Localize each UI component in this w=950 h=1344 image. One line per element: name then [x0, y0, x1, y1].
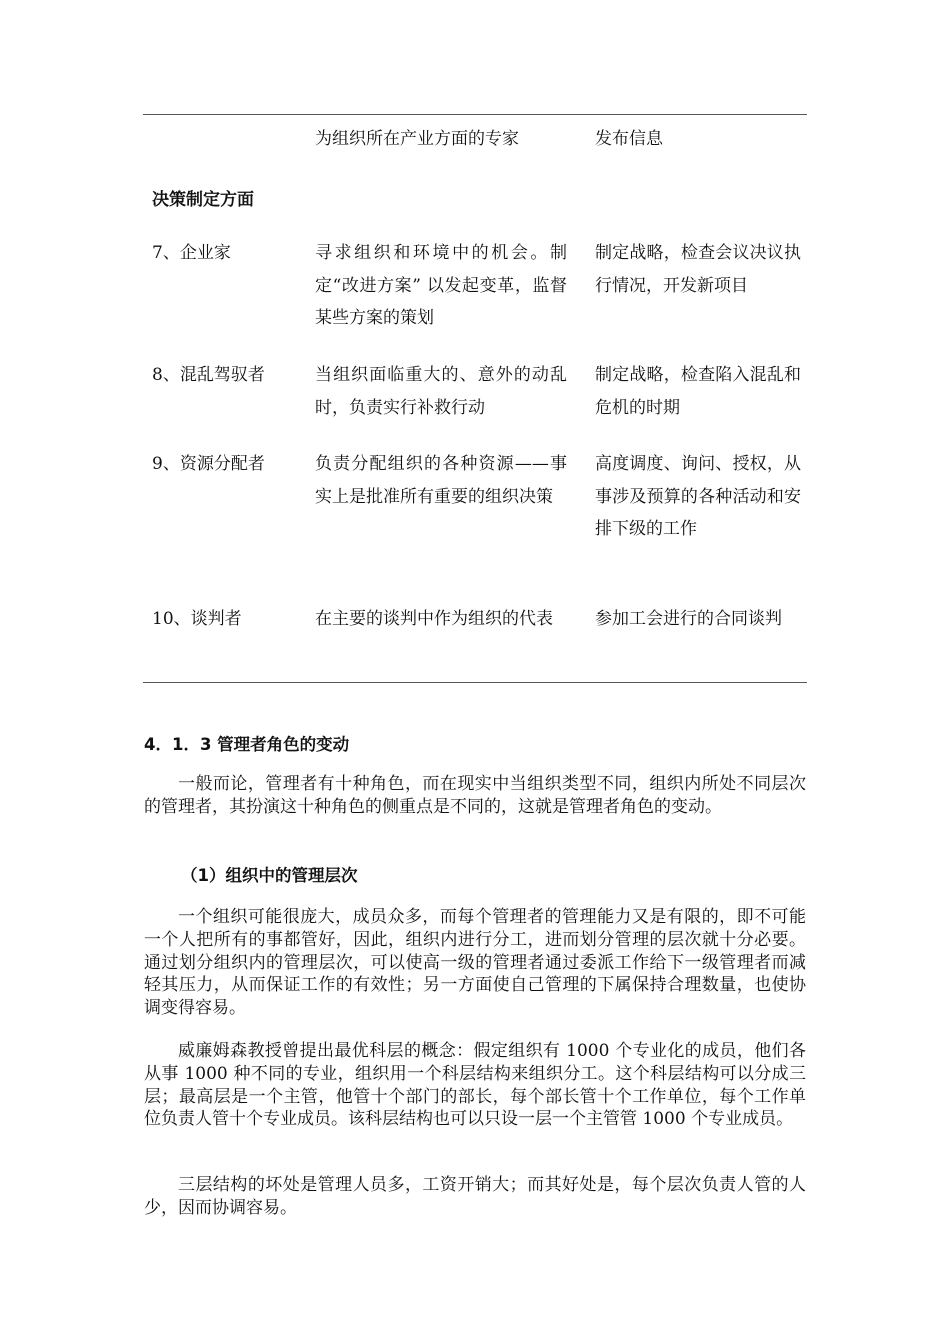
- role-name: 10、谈判者: [152, 609, 242, 629]
- role-description: 寻求组织和环境中的机会。制定“改进方案” 以发起变革，监督某些方案的策划: [315, 243, 567, 328]
- role-activities: 高度调度、询问、授权，从事涉及预算的各种活动和安排下级的工作: [595, 454, 801, 539]
- body-paragraph: 一个组织可能很庞大，成员众多，而每个管理者的管理能力又是有限的，即不可能一个人把所有的事都管好，因此，组织内进行分工，进而划分管理的层次就十分必要。通过划分组织内的管理层次，可以使高一级的管理者通过委派工作给下一级管理者而减轻其压力，从而保证工作的有效性；另一方面使自己管理的下属保持合理数量，也使协调变得容易。: [144, 907, 806, 1019]
- body-paragraph: 三层结构的坏处是管理人员多，工资开销大；而其好处是，每个层次负责人管的人少，因而协调容易。: [144, 1175, 806, 1218]
- body-paragraph: 威廉姆森教授曾提出最优科层的概念：假定组织有 1000 个专业化的成员，他们各从事 1000 种不同的专业，组织用一个科层结构来组织分工。这个科层结构可以分成三层；最高层是一个主管，他管十个部门的部长，每个部长管十个工作单位，每个工作单位负责人管十个专业成员。该科层结构也可以只设一层一个主管管 1000 个专业成员。: [144, 1041, 806, 1130]
- role-description: 当组织面临重大的、意外的动乱时，负责实行补救行动: [315, 365, 567, 418]
- role-activities: 制定战略，检查陷入混乱和危机的时期: [595, 365, 801, 418]
- table-bottom-rule: [143, 682, 807, 683]
- role-description: 在主要的谈判中作为组织的代表: [315, 609, 553, 629]
- role-description: 负责分配组织的各种资源——事实上是批准所有重要的组织决策: [315, 454, 567, 507]
- carry-row-description: 为组织所在产业方面的专家: [315, 129, 519, 149]
- carry-row-activities: 发布信息: [595, 129, 663, 149]
- table-top-rule: [143, 114, 807, 115]
- table-section-title: 决策制定方面: [152, 190, 254, 210]
- role-name: 8、混乱驾驭者: [152, 365, 265, 385]
- role-activities: 参加工会进行的合同谈判: [595, 609, 782, 629]
- role-name: 7、企业家: [152, 243, 231, 263]
- body-paragraph: 一般而论，管理者有十种角色，而在现实中当组织类型不同，组织内所处不同层次的管理者，其扮演这十种角色的侧重点是不同的，这就是管理者角色的变动。: [144, 774, 806, 817]
- subheading: （1）组织中的管理层次: [181, 866, 358, 885]
- role-name: 9、资源分配者: [152, 454, 265, 474]
- section-heading: 4．1．3 管理者角色的变动: [144, 735, 350, 754]
- role-activities: 制定战略，检查会议决议执行情况，开发新项目: [595, 243, 801, 296]
